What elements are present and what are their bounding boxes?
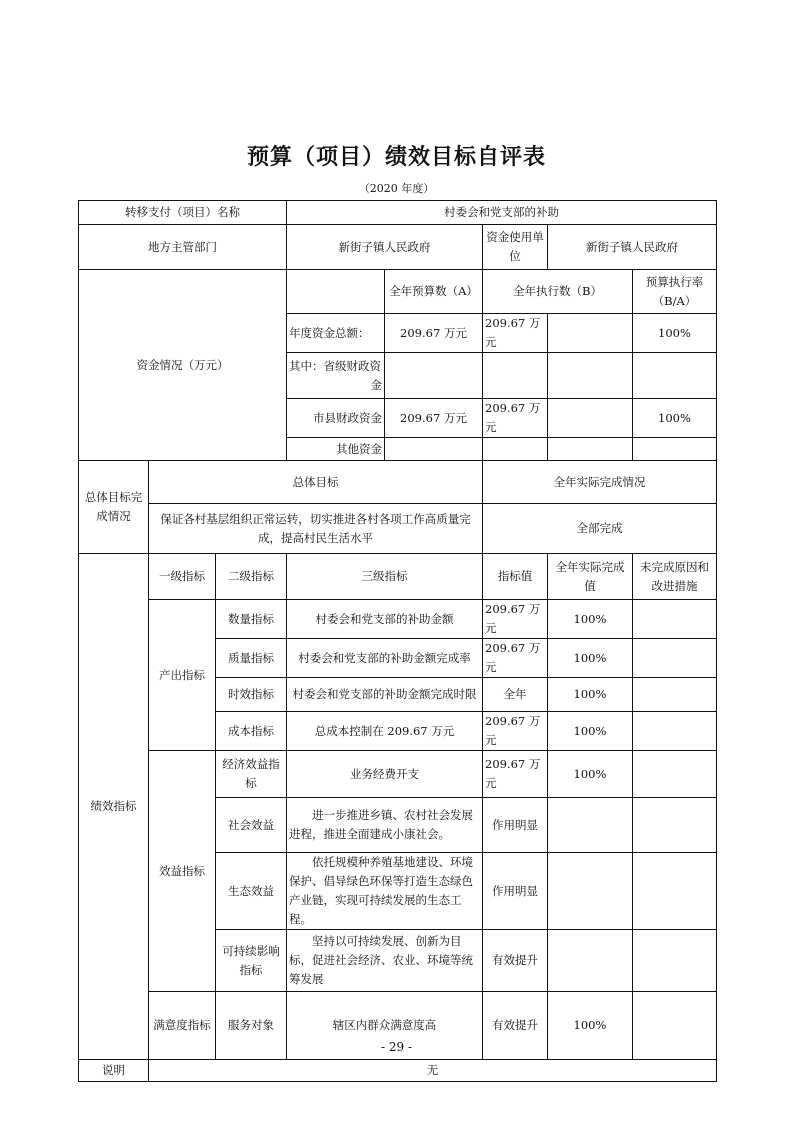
funds-row-name: 市县财政资金 bbox=[287, 399, 385, 438]
funds-row-rate: 100% bbox=[633, 314, 717, 353]
empty-cell bbox=[633, 798, 717, 853]
target-value: 209.67 万元 bbox=[483, 751, 548, 798]
actual-value bbox=[548, 853, 633, 930]
empty-cell bbox=[633, 930, 717, 992]
actual-text: 全部完成 bbox=[483, 504, 717, 554]
level2: 生态效益 bbox=[216, 853, 287, 930]
dept-label: 地方主管部门 bbox=[79, 225, 287, 270]
actual-value bbox=[548, 798, 633, 853]
level3: 进一步推进乡镇、农村社会发展进程，推进全面建成小康社会。 bbox=[287, 798, 483, 853]
funds-row-b: 209.67 万元 bbox=[483, 399, 548, 438]
page-number: - 29 - bbox=[380, 1040, 412, 1054]
perf-row bbox=[79, 600, 717, 639]
goal-text: 保证各村基层组织正常运转，切实推进各村各项工作高质量完成，提高村民生活水平 bbox=[149, 504, 483, 554]
dept-value: 新街子镇人民政府 bbox=[287, 225, 483, 270]
perf-header: 三级指标 bbox=[287, 554, 483, 600]
year-subtitle: （2020 年度） bbox=[358, 182, 435, 195]
level2: 服务对象 bbox=[216, 992, 287, 1060]
target-value: 作用明显 bbox=[483, 798, 548, 853]
overall-label: 总体目标完成情况 bbox=[79, 461, 149, 554]
level1-output: 产出指标 bbox=[149, 600, 216, 751]
level2: 可持续影响指标 bbox=[216, 930, 287, 992]
perf-header: 未完成原因和改进措施 bbox=[633, 554, 717, 600]
self-evaluation-table bbox=[78, 200, 717, 1082]
perf-header: 全年实际完成值 bbox=[548, 554, 633, 600]
funds-row-name: 年度资金总额： bbox=[287, 314, 385, 353]
level1-benefit: 效益指标 bbox=[149, 751, 216, 992]
perf-row bbox=[79, 751, 717, 798]
target-value: 有效提升 bbox=[483, 930, 548, 992]
note-label: 说明 bbox=[79, 1060, 149, 1082]
level3: 坚持以可持续发展、创新为目标，促进社会经济、农业、环境等统筹发展 bbox=[287, 930, 483, 992]
level1-satisfaction: 满意度指标 bbox=[149, 992, 216, 1060]
user-label: 资金使用单位 bbox=[483, 225, 548, 270]
perf-header-row bbox=[79, 554, 717, 600]
funds-row-b bbox=[483, 353, 548, 399]
note-row bbox=[79, 1060, 717, 1082]
funds-row-b: 209.67 万元 bbox=[483, 314, 548, 353]
empty-cell bbox=[633, 712, 717, 751]
funds-row-a bbox=[385, 353, 483, 399]
target-value: 209.67 万元 bbox=[483, 712, 548, 751]
perf-label: 绩效指标 bbox=[79, 554, 149, 1060]
funds-label: 资金情况（万元） bbox=[79, 270, 287, 461]
perf-header: 一级指标 bbox=[149, 554, 216, 600]
funds-row-a: 209.67 万元 bbox=[385, 399, 483, 438]
empty-cell bbox=[633, 600, 717, 639]
level2: 成本指标 bbox=[216, 712, 287, 751]
funds-header-b: 全年执行数（B） bbox=[483, 270, 633, 314]
funds-row-rate bbox=[633, 438, 717, 461]
level3: 辖区内群众满意度高 bbox=[287, 992, 483, 1060]
overall-header-row bbox=[79, 461, 717, 504]
level3: 依托规模种养殖基地建设、环境保护、倡导绿色环保等打造生态绿色产业链，实现可持续发展的生态工程。 bbox=[287, 853, 483, 930]
target-value: 作用明显 bbox=[483, 853, 548, 930]
actual-value bbox=[548, 930, 633, 992]
funds-row-rate bbox=[633, 353, 717, 399]
empty-cell bbox=[633, 853, 717, 930]
project-row bbox=[79, 201, 717, 225]
empty-cell bbox=[633, 639, 717, 678]
target-value: 209.67 万元 bbox=[483, 639, 548, 678]
overall-row bbox=[79, 504, 717, 554]
level3: 村委会和党支部的补助金额完成率 bbox=[287, 639, 483, 678]
target-value: 209.67 万元 bbox=[483, 600, 548, 639]
actual-value: 100% bbox=[548, 712, 633, 751]
funds-row-a bbox=[385, 438, 483, 461]
funds-header-a: 全年预算数（A） bbox=[385, 270, 483, 314]
actual-value: 100% bbox=[548, 751, 633, 798]
user-value: 新街子镇人民政府 bbox=[548, 225, 717, 270]
actual-value: 100% bbox=[548, 639, 633, 678]
perf-header: 指标值 bbox=[483, 554, 548, 600]
empty-cell bbox=[633, 678, 717, 712]
page-title: 预算（项目）绩效目标自评表 bbox=[246, 144, 546, 170]
level2: 经济效益指标 bbox=[216, 751, 287, 798]
empty-cell bbox=[548, 438, 633, 461]
level2: 社会效益 bbox=[216, 798, 287, 853]
target-value: 有效提升 bbox=[483, 992, 548, 1060]
level2: 数量指标 bbox=[216, 600, 287, 639]
level2: 时效指标 bbox=[216, 678, 287, 712]
funds-header-row bbox=[79, 270, 717, 314]
funds-row-a: 209.67 万元 bbox=[385, 314, 483, 353]
target-value: 全年 bbox=[483, 678, 548, 712]
project-value: 村委会和党支部的补助 bbox=[287, 201, 717, 225]
funds-row-rate: 100% bbox=[633, 399, 717, 438]
level3: 业务经费开支 bbox=[287, 751, 483, 798]
level3: 村委会和党支部的补助金额 bbox=[287, 600, 483, 639]
actual-value: 100% bbox=[548, 992, 633, 1060]
actual-header: 全年实际完成情况 bbox=[483, 461, 717, 504]
empty-cell bbox=[633, 751, 717, 798]
empty-cell bbox=[548, 314, 633, 353]
project-label: 转移支付（项目）名称 bbox=[79, 201, 287, 225]
funds-header-rate: 预算执行率（B/A） bbox=[633, 270, 717, 314]
funds-row-name: 其中：省级财政资金 bbox=[287, 353, 385, 399]
level2: 质量指标 bbox=[216, 639, 287, 678]
actual-value: 100% bbox=[548, 678, 633, 712]
funds-row-b bbox=[483, 438, 548, 461]
dept-row bbox=[79, 225, 717, 270]
goal-header: 总体目标 bbox=[149, 461, 483, 504]
level3: 村委会和党支部的补助金额完成时限 bbox=[287, 678, 483, 712]
note-value: 无 bbox=[149, 1060, 717, 1082]
funds-row-name: 其他资金 bbox=[287, 438, 385, 461]
empty-cell bbox=[548, 353, 633, 399]
level3: 总成本控制在 209.67 万元 bbox=[287, 712, 483, 751]
perf-header: 二级指标 bbox=[216, 554, 287, 600]
actual-value: 100% bbox=[548, 600, 633, 639]
empty-cell bbox=[548, 399, 633, 438]
empty-cell bbox=[287, 270, 385, 314]
